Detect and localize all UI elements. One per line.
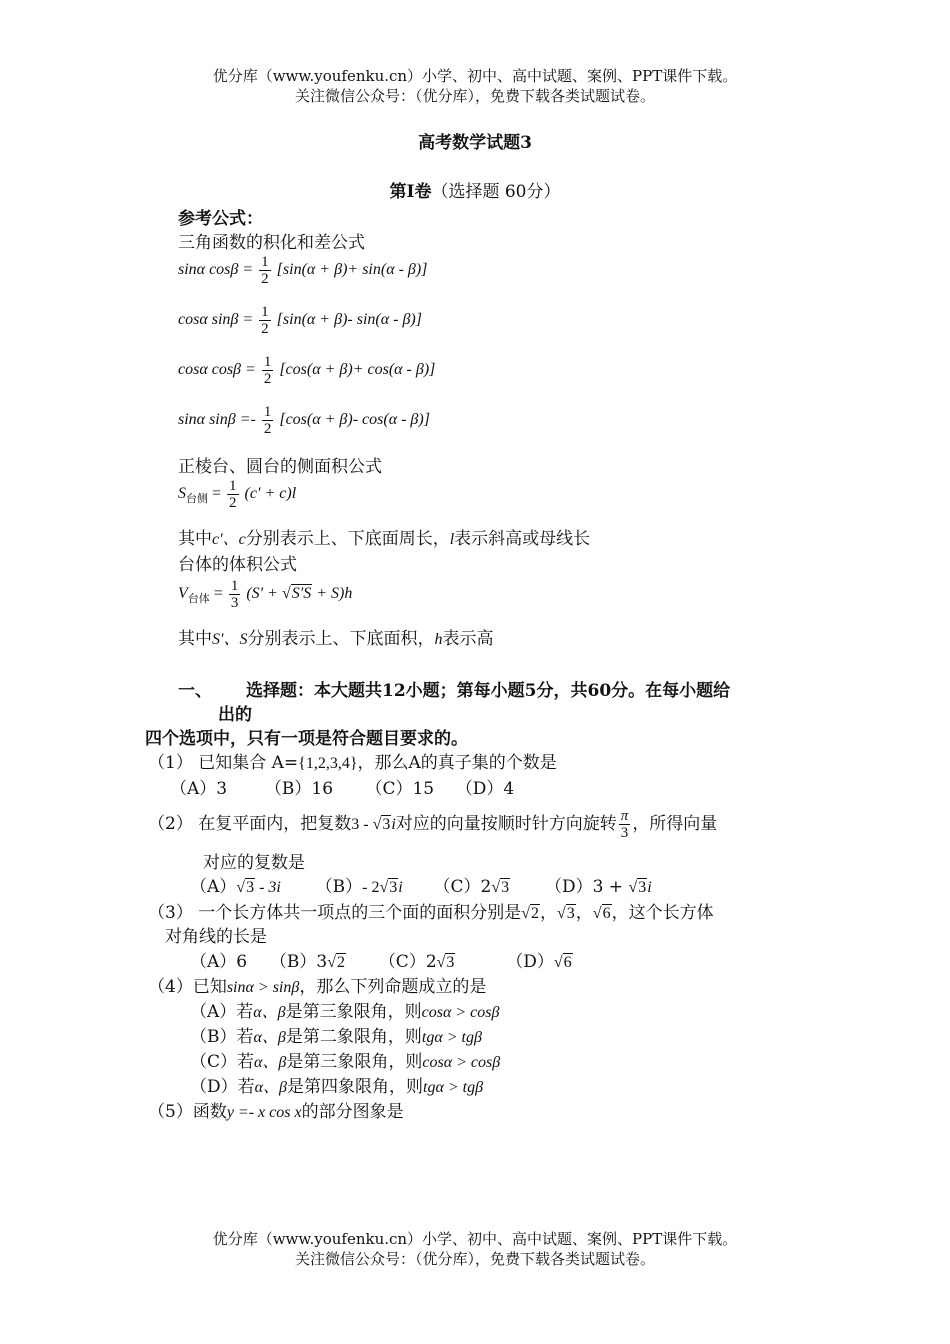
q2-num-i: i: [391, 816, 396, 833]
lateral-area-title: 正棱台、圆台的侧面积公式: [178, 457, 382, 477]
lateral-S: S: [178, 485, 186, 503]
half-den: 2: [263, 371, 272, 387]
volume-right-a: (S′ +: [246, 585, 282, 603]
q2-stem-post: ，所得向量: [632, 814, 718, 834]
section-number: 一、: [178, 681, 212, 701]
header-line-2: 关注微信公众号：（优分库），免费下载各类试题试卷。: [294, 87, 655, 105]
q4-opt-result: tgα > tgβ: [423, 1079, 484, 1096]
formula-4-right: [cos(α + β)- cos(α - β)]: [279, 411, 430, 429]
section-line-2: 出的: [218, 705, 252, 725]
q2-angle-num: π: [620, 808, 629, 824]
q4-option-a: [190, 997, 499, 1022]
volume-V: V: [178, 585, 188, 603]
subtitle-part-label: 第I卷: [389, 182, 432, 202]
q2-angle: [619, 808, 631, 841]
volume-note-mid: 分别表示上、下底面积，: [247, 629, 435, 649]
formula-3-half: [262, 354, 274, 387]
q4-opt-angles: α、β: [254, 1054, 287, 1071]
formula-3-right: [cos(α + β)+ cos(α - β)]: [279, 361, 436, 379]
half-num: 1: [263, 354, 272, 370]
third-den: 3: [230, 595, 239, 611]
formula-1-left: sinα cosβ =: [178, 261, 254, 279]
volume-eq: =: [213, 585, 223, 603]
volume-note-h: h: [434, 631, 443, 648]
half-num: 1: [261, 304, 269, 320]
q3-stem: （3） 一个长方体共一项点的三个面的面积分别是√2，√3，√6，这个长方体: [148, 903, 714, 923]
q2-options: [190, 872, 652, 897]
formula-1-right: [sin(α + β)+ sin(α - β)]: [276, 261, 428, 279]
lateral-note-pre: 其中: [178, 529, 212, 549]
q4-opt-result: cosα > cosβ: [422, 1054, 501, 1071]
q2-optD-i: i: [647, 879, 652, 896]
trig-formula-title: 三角函数的积化和差公式: [178, 233, 365, 253]
q2-optB-i: i: [398, 879, 403, 896]
q1-stem-post: ，那么A的真子集的个数是: [357, 753, 557, 773]
q2-optB-a: - 2: [362, 879, 380, 896]
lateral-note-mid: 分别表示上、下底面周长，: [245, 529, 450, 549]
q2-num-a: 3 -: [351, 816, 373, 833]
q5-stem-pre: （5）函数: [148, 1102, 227, 1122]
volume-sqrt: S′S: [291, 585, 312, 603]
third-num: 1: [230, 578, 239, 594]
half-den: 2: [229, 495, 237, 511]
sqrt-sign: √: [436, 954, 446, 971]
q3-s2: 3: [566, 905, 575, 922]
volume-third: [229, 578, 241, 611]
q2-optB-label: （B）: [315, 877, 363, 897]
half-num: 1: [229, 478, 237, 494]
q2-stem-mid: 对应的向量按顺时针方向旋转: [395, 814, 617, 834]
volume-note-pre: 其中: [178, 629, 212, 649]
sqrt-sign: √: [592, 905, 602, 922]
volume-note-end: 表示高: [442, 629, 494, 649]
lateral-note-vars: c′、c: [212, 531, 246, 548]
sqrt-sign: √: [553, 954, 563, 971]
q3-stem-pre: （3） 一个长方体共一项点的三个面的面积分别是: [148, 903, 522, 923]
lateral-eq: =: [212, 485, 222, 503]
formula-4-half: [262, 404, 274, 437]
volume-note: [178, 624, 494, 649]
q3-stem-line-2: 对角线的长是: [165, 927, 267, 947]
q4-opt-mid: 是第三象限角，则: [286, 1052, 423, 1072]
q2-stem: [148, 808, 717, 841]
subtitle-part-desc: （选择题 60分）: [431, 182, 561, 202]
sqrt-sign: √: [521, 905, 531, 922]
q4-opt-angles: α、β: [253, 1029, 286, 1046]
footer-line-1: 优分库（www.youfenku.cn）小学、初中、高中试题、案例、PPT课件下载。: [212, 1230, 738, 1248]
formula-4: [178, 404, 430, 437]
q2-optA-label: （A）: [190, 877, 237, 897]
q2-stem-line-2: 对应的复数是: [203, 853, 305, 873]
q4-opt-label: （D）若: [190, 1077, 255, 1097]
header-line-1: 优分库（www.youfenku.cn）小学、初中、高中试题、案例、PPT课件下载。: [212, 67, 738, 85]
half-den: 2: [261, 271, 269, 287]
q4-opt-label: （A）若: [190, 1002, 254, 1022]
q4-stem: [148, 972, 486, 997]
q4-opt-mid: 是第三象限角，则: [285, 1002, 422, 1022]
q3-stem-post: ，这个长方体: [611, 903, 714, 923]
q3-s3: 6: [602, 905, 611, 922]
page-subtitle: [0, 177, 950, 202]
q2-sqrt-sign: √: [372, 816, 382, 833]
lateral-right: (c′ + c)l: [244, 485, 297, 503]
lateral-half: [227, 478, 239, 511]
q2-stem-pre: （2） 在复平面内，把复数: [148, 814, 352, 834]
volume-title: 台体的体积公式: [178, 555, 297, 575]
sqrt-sign: √: [327, 954, 336, 971]
formula-4-left: sinα sinβ =-: [178, 411, 256, 429]
q2-optA-rest: - 3i: [255, 879, 281, 896]
formula-3-left: cosα cosβ =: [178, 361, 256, 379]
q4-opt-angles: α、β: [254, 1079, 288, 1096]
volume-formula: [178, 578, 352, 611]
q4-opt-mid: 是第四象限角，则: [287, 1077, 424, 1097]
q1-options: （A）3 （B）16 （C）15 （D）4: [170, 779, 515, 799]
sqrt-sign: √: [628, 879, 638, 896]
q5-stem: [148, 1097, 404, 1122]
formula-2-right: [sin(α + β)- sin(α - β)]: [276, 311, 422, 329]
q4-opt-label: （C）若: [190, 1052, 255, 1072]
formula-heading: 参考公式：: [178, 209, 263, 229]
q2-num-sqrt: 3: [382, 816, 391, 833]
footer-line-2: 关注微信公众号：（优分库），免费下载各类试题试卷。: [294, 1250, 655, 1268]
sqrt-sign: √: [491, 879, 501, 896]
formula-3: [178, 354, 435, 387]
q3-optA: （A）6: [190, 952, 248, 972]
q2-optC-label: （C）2: [433, 877, 492, 897]
formula-2: [178, 304, 422, 337]
sqrt-sign: √: [236, 879, 246, 896]
q4-opt-angles: α、β: [253, 1004, 286, 1021]
half-den: 2: [263, 421, 272, 437]
q3-optC-label: （C）2: [378, 952, 437, 972]
lateral-note: [178, 524, 590, 549]
volume-right-b: + S)h: [312, 585, 353, 603]
section-line-1: 选择题：本大题共12小题；第每小题5分，共60分。在每小题给: [246, 681, 731, 701]
q3-s1: 2: [531, 905, 540, 922]
half-den: 2: [261, 321, 269, 337]
q2-optC-sqrt: 3: [501, 879, 510, 896]
q5-func: y =- x cos x: [226, 1104, 302, 1121]
q2-optB-sqrt: 3: [389, 879, 398, 896]
sqrt-sign: √: [557, 905, 566, 922]
formula-1: [178, 254, 427, 287]
volume-note-vars: S′、S: [212, 631, 248, 648]
q3-optB-label: （B）3: [269, 952, 328, 972]
q4-cond: sinα > sinβ: [226, 979, 300, 996]
lateral-note-l: l: [449, 531, 455, 548]
lateral-sub: 台侧: [186, 493, 208, 506]
lateral-area-formula: [178, 478, 296, 511]
q4-opt-label: （B）若: [190, 1027, 254, 1047]
q4-stem-post: ，那么下列命题成立的是: [299, 977, 487, 997]
page-title: 高考数学试题3: [418, 133, 532, 153]
section-line-3: 四个选项中，只有一项是符合题目要求的。: [145, 729, 468, 749]
q4-opt-result: tgα > tgβ: [421, 1029, 482, 1046]
formula-2-left: cosα sinβ =: [178, 311, 254, 329]
q3-optD-label: （D）: [506, 952, 554, 972]
q4-opt-mid: 是第二象限角，则: [285, 1027, 422, 1047]
sqrt-sign: √: [379, 879, 389, 896]
volume-sub: 台体: [187, 593, 210, 606]
q4-option-d: [190, 1072, 483, 1097]
q3-options: [190, 947, 573, 972]
q4-option-b: [190, 1022, 482, 1047]
q3-optB-sqrt: 2: [337, 954, 345, 971]
q2-optD-sqrt: 3: [638, 879, 647, 896]
q5-stem-post: 的部分图象是: [301, 1102, 404, 1122]
lateral-note-end: 表示斜高或母线长: [454, 529, 591, 549]
q3-optD-sqrt: 6: [563, 954, 572, 971]
q2-angle-den: 3: [620, 825, 629, 841]
q4-opt-result: cosα > cosβ: [421, 1004, 500, 1021]
q2-optA-sqrt: 3: [246, 879, 255, 896]
q1-stem: [148, 748, 557, 773]
q1-stem-pre: （1） 已知集合 A=: [148, 753, 299, 773]
formula-2-half: [259, 304, 271, 337]
half-num: 1: [263, 404, 272, 420]
q1-set: {1,2,3,4}: [298, 755, 358, 772]
volume-sqrt-sign: √: [281, 585, 291, 603]
q2-optD-label: （D）3 +: [544, 877, 629, 897]
q3-optC-sqrt: 3: [446, 954, 455, 971]
formula-1-half: [259, 254, 271, 287]
half-num: 1: [261, 254, 269, 270]
q4-option-c: [190, 1047, 500, 1072]
q4-stem-pre: （4）已知: [148, 977, 227, 997]
